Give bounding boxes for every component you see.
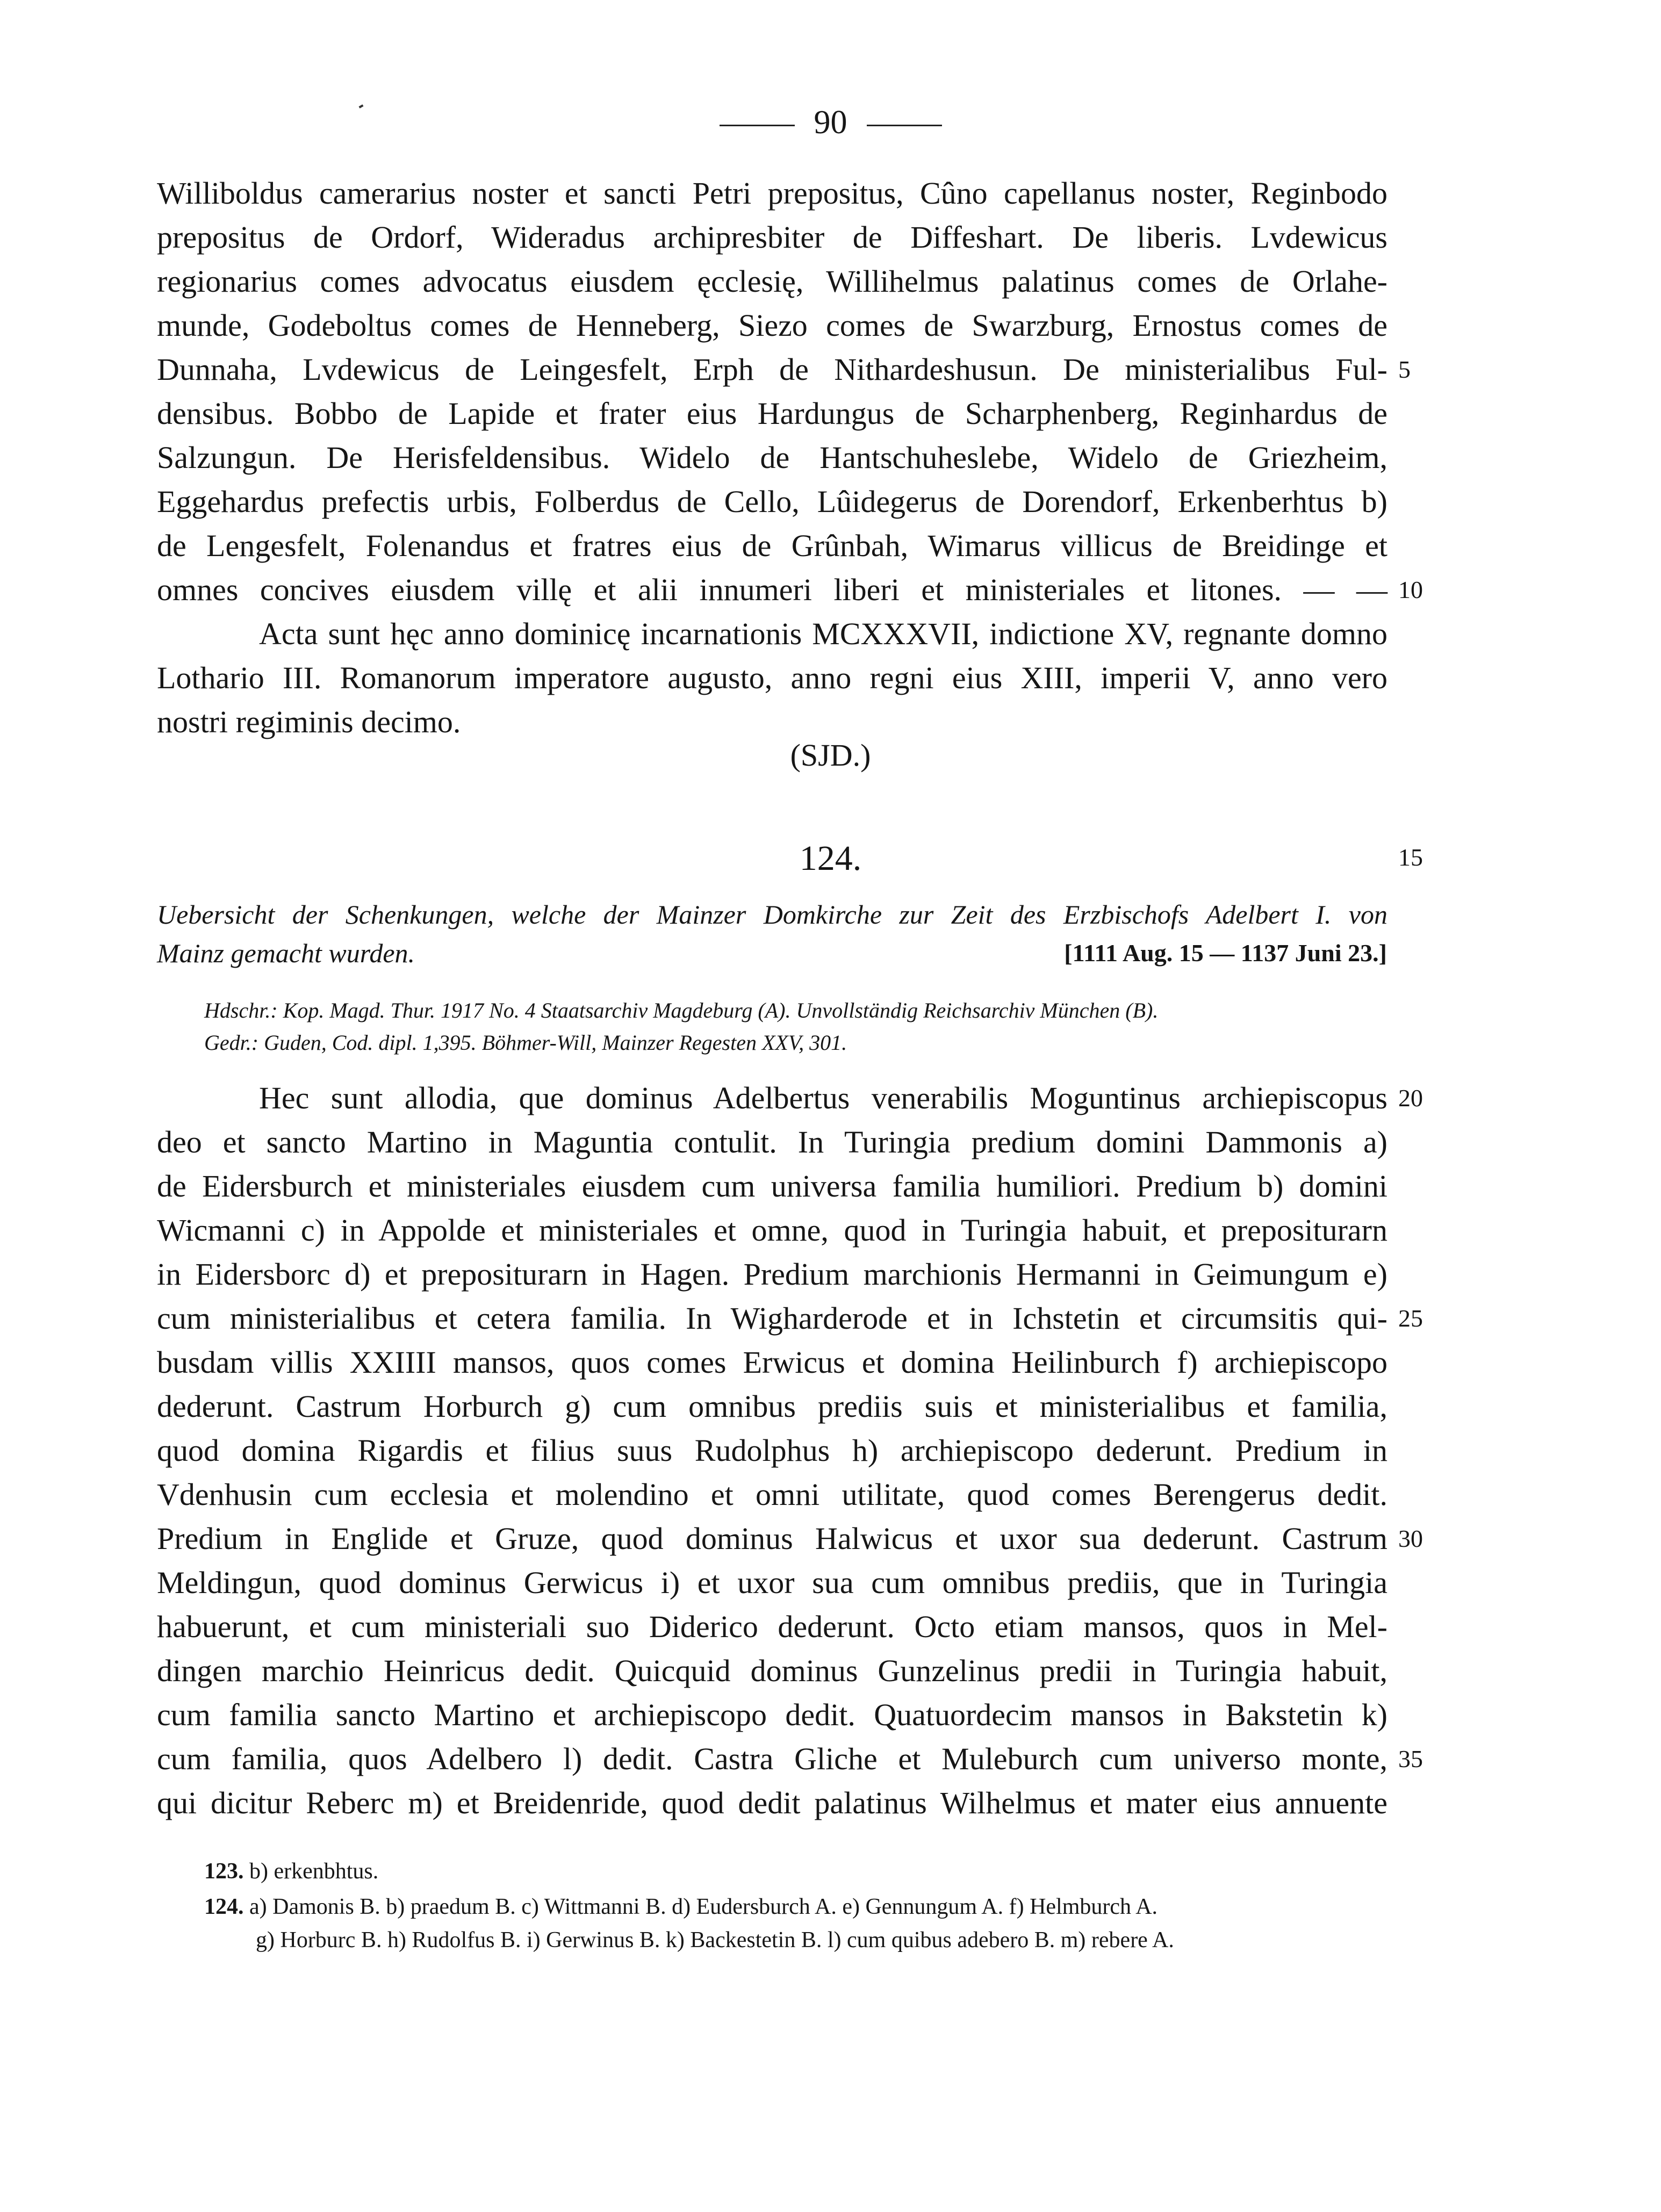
- footnote-124-cont: g) Horburc B. h) Rudolfus B. i) Gerwinus B. k) Backestetin B. l) cum quibus adebero B. m) rebere A.: [256, 1928, 1174, 1952]
- line-number: 30: [1398, 1525, 1423, 1552]
- text-line: Hec sunt allodia, que dominus Adelbertus venerabilis Moguntinus archiepiscopus: [259, 1080, 1387, 1115]
- text-line: habuerunt, et cum ministeriali suo Diderico dederunt. Octo etiam mansos, quos in Mel-: [157, 1609, 1387, 1644]
- text-line: deo et sancto Martino in Maguntia contulit. In Turingia predium domini Dammonis a): [157, 1125, 1387, 1159]
- text-line: de Eidersburch et ministeriales eiusdem cum universa familia humiliori. Predium b) domini: [157, 1169, 1387, 1204]
- text-line: Predium in Englide et Gruze, quod dominus Halwicus et uxor sua dederunt. Castrum: [157, 1521, 1387, 1556]
- regest-title: Uebersicht der Schenkungen, welche der Mainzer Domkirche zur Zeit des Erzbischofs Adelbert I. von: [157, 899, 1387, 930]
- text-line: busdam villis XXIIII mansos, quos comes Erwicus et domina Heilinburch f) archiepiscopo: [157, 1345, 1387, 1380]
- page-header: [0, 101, 1661, 144]
- line-number: 20: [1398, 1084, 1423, 1112]
- text-line: omnes concives eiusdem villę et alii innumeri liberi et ministeriales et litones. — —: [157, 572, 1387, 607]
- text-line: de Lengesfelt, Folenandus et fratres eius de Grûnbah, Wimarus villicus de Breidinge et: [157, 528, 1387, 563]
- text-line: dederunt. Castrum Horburch g) cum omnibus prediis suis et ministerialibus et familia,: [157, 1389, 1387, 1424]
- seal-note: (SJD.): [790, 738, 871, 773]
- header-rule-left: [720, 125, 795, 126]
- footnote-text: b) erkenbhtus.: [249, 1859, 379, 1884]
- text-line: dingen marchio Heinricus dedit. Quicquid dominus Gunzelinus predii in Turingia habuit,: [157, 1653, 1387, 1688]
- line-number: 5: [1398, 356, 1411, 383]
- footnote-123: [204, 1855, 1392, 1888]
- text-line: Williboldus camerarius noster et sancti Petri prepositus, Cûno capellanus noster, Reginbodo: [157, 176, 1387, 211]
- header-rule-right: [867, 125, 942, 126]
- text-line: qui dicitur Reberc m) et Breidenride, quod dedit palatinus Wilhelmus et mater eius annuente: [157, 1785, 1387, 1820]
- text-line: cum ministerialibus et cetera familia. In Wigharderode et in Ichstetin et circumsitis qui-: [157, 1301, 1387, 1336]
- text-line: nostri regiminis decimo.: [157, 704, 461, 739]
- text-line: regionarius comes advocatus eiusdem ęcclesię, Willihelmus palatinus comes de Orlahe-: [157, 264, 1387, 299]
- line-number: 25: [1398, 1305, 1423, 1332]
- manuscript-note: Hdschr.: Kop. Magd. Thur. 1917 No. 4 Staatsarchiv Magdeburg (A). Unvollständig Reichsarchiv München (B).: [204, 998, 1159, 1022]
- text-line: Lothario III. Romanorum imperatore augusto, anno regni eius XIII, imperii V, anno vero: [157, 660, 1387, 695]
- footnote-number: 124.: [204, 1894, 244, 1919]
- text-line: densibus. Bobbo de Lapide et frater eius Hardungus de Scharphenberg, Reginhardus de: [157, 396, 1387, 431]
- date-range: [1111 Aug. 15 — 1137 Juni 23.]: [1064, 939, 1387, 967]
- line-number: 10: [1398, 576, 1423, 603]
- text-line: quod domina Rigardis et filius suus Rudolphus h) archiepiscopo dederunt. Predium in: [157, 1433, 1387, 1468]
- text-line: Eggehardus prefectis urbis, Folberdus de Cello, Lûidegerus de Dorendorf, Erkenberhtus b): [157, 484, 1387, 519]
- text-line: Salzungun. De Herisfeldensibus. Widelo de Hantschuheslebe, Widelo de Griezheim,: [157, 440, 1387, 475]
- text-line: munde, Godeboltus comes de Henneberg, Siezo comes de Swarzburg, Ernostus comes de: [157, 308, 1387, 343]
- text-line: cum familia, quos Adelbero l) dedit. Castra Gliche et Muleburch cum universo monte,: [157, 1741, 1387, 1776]
- text-line: prepositus de Ordorf, Wideradus archipresbiter de Diffeshart. De liberis. Lvdewicus: [157, 220, 1387, 255]
- text-line: Acta sunt hęc anno dominicę incarnationis MCXXXVII, indictione XV, regnante domno: [259, 616, 1387, 651]
- text-line: Wicmanni c) in Appolde et ministeriales et omne, quod in Turingia habuit, et prepositurarn: [157, 1213, 1387, 1248]
- document-number: 124.: [799, 839, 862, 878]
- footnote-number: 123.: [204, 1859, 244, 1884]
- regest-title-cont: Mainz gemacht wurden.: [157, 938, 415, 968]
- footnote-text: a) Damonis B. b) praedum B. c) Wittmanni B. d) Eudersburch A. e) Gennungum A. f) Helmburch A.: [249, 1894, 1158, 1919]
- text-line: Vdenhusin cum ecclesia et molendino et omni utilitate, quod comes Berengerus dedit.: [157, 1477, 1387, 1512]
- text-line: cum familia sancto Martino et archiepiscopo dedit. Quatuordecim mansos in Bakstetin k): [157, 1697, 1387, 1732]
- line-number: 15: [1398, 844, 1423, 871]
- print-note: Gedr.: Guden, Cod. dipl. 1,395. Böhmer-Will, Mainzer Regesten XXV, 301.: [204, 1031, 847, 1055]
- text-line: Meldingun, quod dominus Gerwicus i) et uxor sua cum omnibus prediis, que in Turingia: [157, 1565, 1387, 1600]
- line-number: 35: [1398, 1745, 1423, 1773]
- page-number: 90: [814, 104, 847, 141]
- footnote-124: [204, 1890, 1392, 1923]
- text-line: Dunnaha, Lvdewicus de Leingesfelt, Erph de Nithardeshusun. De ministerialibus Ful-: [157, 352, 1387, 387]
- text-line: in Eidersborc d) et prepositurarn in Hagen. Predium marchionis Hermanni in Geimungum e): [157, 1257, 1387, 1292]
